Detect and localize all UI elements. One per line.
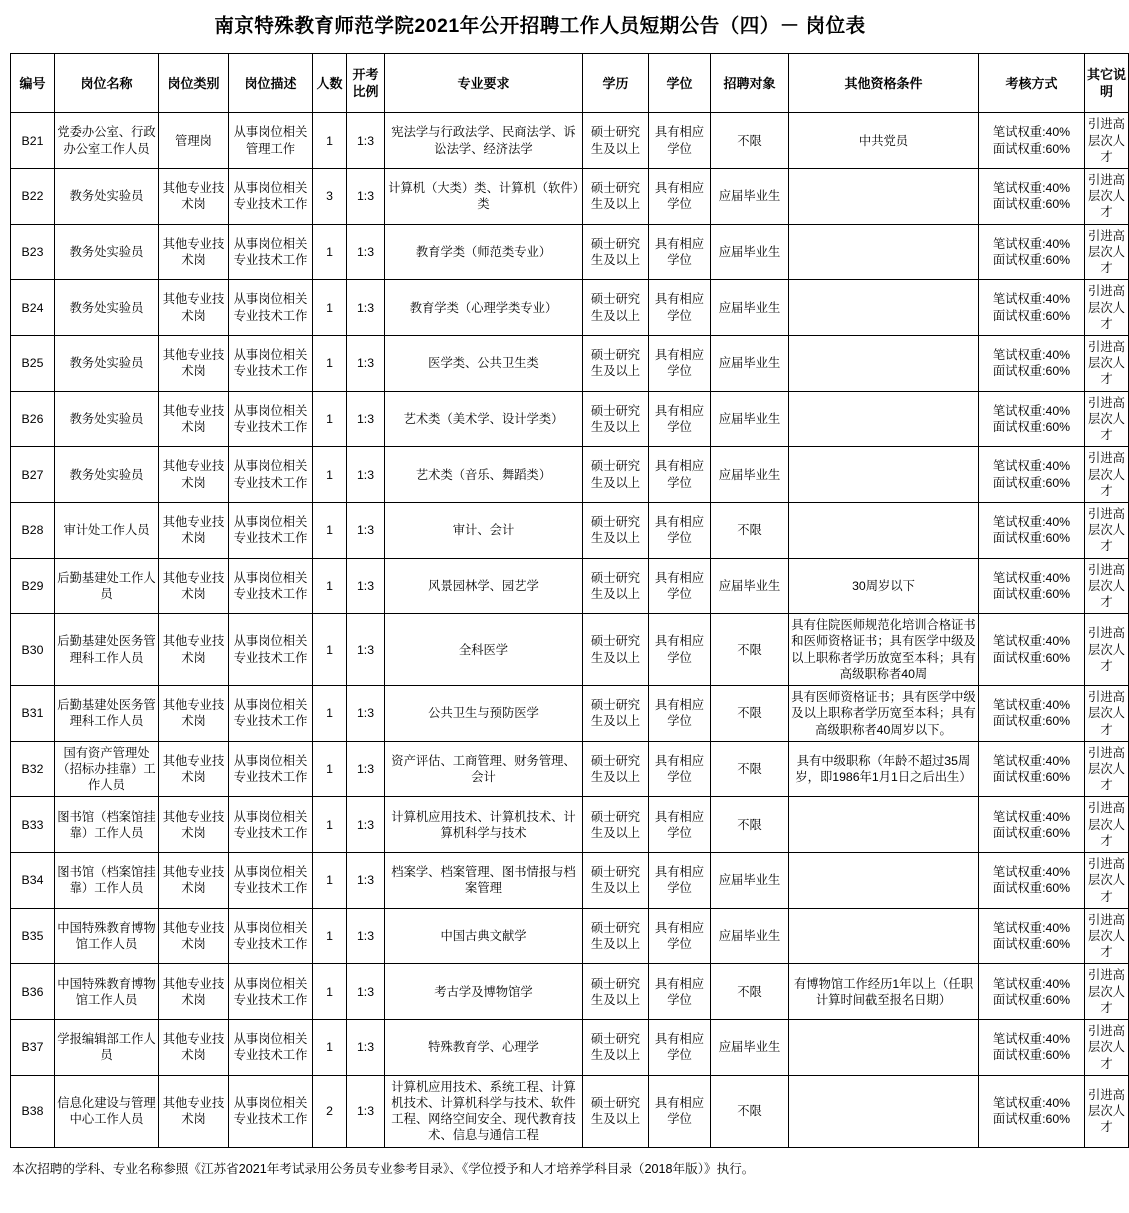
cell-id: B25	[11, 335, 55, 391]
cell-exam-method: 笔试权重:40% 面试权重:60%	[979, 686, 1085, 742]
cell-target: 应届毕业生	[711, 335, 789, 391]
column-header-education: 学历	[583, 54, 649, 113]
cell-other-conditions	[789, 280, 979, 336]
cell-degree: 具有相应学位	[649, 1075, 711, 1147]
cell-position-name: 后勤基建处医务管理科工作人员	[55, 686, 159, 742]
cell-other-conditions	[789, 853, 979, 909]
cell-degree: 具有相应学位	[649, 1020, 711, 1076]
cell-id: B32	[11, 741, 55, 797]
cell-education: 硕士研究生及以上	[583, 113, 649, 169]
cell-target: 应届毕业生	[711, 169, 789, 225]
cell-target: 应届毕业生	[711, 447, 789, 503]
cell-exam-method: 笔试权重:40% 面试权重:60%	[979, 853, 1085, 909]
cell-target: 应届毕业生	[711, 908, 789, 964]
cell-major: 艺术类（音乐、舞蹈类）	[385, 447, 583, 503]
cell-position-name: 教务处实验员	[55, 280, 159, 336]
cell-target: 不限	[711, 502, 789, 558]
cell-education: 硕士研究生及以上	[583, 741, 649, 797]
cell-major: 特殊教育学、心理学	[385, 1020, 583, 1076]
cell-education: 硕士研究生及以上	[583, 447, 649, 503]
cell-exam-method: 笔试权重:40% 面试权重:60%	[979, 741, 1085, 797]
cell-note: 引进高层次人才	[1085, 169, 1129, 225]
cell-degree: 具有相应学位	[649, 686, 711, 742]
cell-target: 不限	[711, 614, 789, 686]
cell-note: 引进高层次人才	[1085, 853, 1129, 909]
cell-major: 审计、会计	[385, 502, 583, 558]
cell-other-conditions: 有博物馆工作经历1年以上（任职计算时间截至报名日期）	[789, 964, 979, 1020]
cell-other-conditions: 具有住院医师规范化培训合格证书和医师资格证书；具有医学中级及以上职称者学历放宽至本科；具有高级职称者40周	[789, 614, 979, 686]
cell-category: 其他专业技术岗	[159, 614, 229, 686]
column-header-id: 编号	[11, 54, 55, 113]
cell-category: 其他专业技术岗	[159, 964, 229, 1020]
cell-other-conditions	[789, 224, 979, 280]
cell-ratio: 1:3	[347, 280, 385, 336]
cell-category: 其他专业技术岗	[159, 908, 229, 964]
cell-id: B29	[11, 558, 55, 614]
cell-target: 应届毕业生	[711, 558, 789, 614]
cell-other-conditions	[789, 391, 979, 447]
cell-other-conditions	[789, 797, 979, 853]
cell-note: 引进高层次人才	[1085, 391, 1129, 447]
cell-ratio: 1:3	[347, 113, 385, 169]
cell-ratio: 1:3	[347, 614, 385, 686]
cell-id: B24	[11, 280, 55, 336]
cell-ratio: 1:3	[347, 391, 385, 447]
table-row	[11, 686, 1129, 742]
cell-other-conditions	[789, 169, 979, 225]
cell-education: 硕士研究生及以上	[583, 502, 649, 558]
cell-position-name: 党委办公室、行政办公室工作人员	[55, 113, 159, 169]
cell-ratio: 1:3	[347, 558, 385, 614]
column-header-major: 专业要求	[385, 54, 583, 113]
cell-exam-method: 笔试权重:40% 面试权重:60%	[979, 113, 1085, 169]
cell-position-name: 审计处工作人员	[55, 502, 159, 558]
cell-number: 1	[313, 686, 347, 742]
cell-description: 从事岗位相关专业技术工作	[229, 686, 313, 742]
table-row	[11, 169, 1129, 225]
cell-category: 其他专业技术岗	[159, 447, 229, 503]
cell-description: 从事岗位相关专业技术工作	[229, 1075, 313, 1147]
cell-ratio: 1:3	[347, 447, 385, 503]
column-header-degree: 学位	[649, 54, 711, 113]
table-row	[11, 391, 1129, 447]
cell-education: 硕士研究生及以上	[583, 169, 649, 225]
cell-category: 其他专业技术岗	[159, 558, 229, 614]
cell-category: 其他专业技术岗	[159, 335, 229, 391]
cell-target: 应届毕业生	[711, 853, 789, 909]
cell-number: 1	[313, 741, 347, 797]
column-header-notes: 其它说明	[1085, 54, 1129, 113]
cell-description: 从事岗位相关专业技术工作	[229, 502, 313, 558]
cell-id: B22	[11, 169, 55, 225]
cell-number: 1	[313, 335, 347, 391]
cell-number: 1	[313, 447, 347, 503]
cell-exam-method: 笔试权重:40% 面试权重:60%	[979, 391, 1085, 447]
table-row	[11, 224, 1129, 280]
cell-position-name: 图书馆（档案馆挂靠）工作人员	[55, 797, 159, 853]
cell-ratio: 1:3	[347, 335, 385, 391]
cell-category: 其他专业技术岗	[159, 224, 229, 280]
cell-education: 硕士研究生及以上	[583, 280, 649, 336]
cell-major: 档案学、档案管理、图书情报与档案管理	[385, 853, 583, 909]
cell-id: B36	[11, 964, 55, 1020]
column-header-target: 招聘对象	[711, 54, 789, 113]
cell-education: 硕士研究生及以上	[583, 614, 649, 686]
cell-description: 从事岗位相关专业技术工作	[229, 1020, 313, 1076]
cell-note: 引进高层次人才	[1085, 280, 1129, 336]
cell-exam-method: 笔试权重:40% 面试权重:60%	[979, 558, 1085, 614]
column-header-name: 岗位名称	[55, 54, 159, 113]
cell-degree: 具有相应学位	[649, 113, 711, 169]
cell-ratio: 1:3	[347, 224, 385, 280]
cell-major: 中国古典文献学	[385, 908, 583, 964]
cell-education: 硕士研究生及以上	[583, 908, 649, 964]
table-row	[11, 614, 1129, 686]
column-header-category: 岗位类别	[159, 54, 229, 113]
cell-education: 硕士研究生及以上	[583, 686, 649, 742]
cell-degree: 具有相应学位	[649, 908, 711, 964]
table-row	[11, 964, 1129, 1020]
table-header-row	[11, 54, 1129, 113]
cell-category: 其他专业技术岗	[159, 686, 229, 742]
cell-number: 1	[313, 1020, 347, 1076]
table-row	[11, 447, 1129, 503]
cell-position-name: 信息化建设与管理中心工作人员	[55, 1075, 159, 1147]
cell-position-name: 图书馆（档案馆挂靠）工作人员	[55, 853, 159, 909]
cell-ratio: 1:3	[347, 797, 385, 853]
cell-other-conditions	[789, 335, 979, 391]
cell-degree: 具有相应学位	[649, 797, 711, 853]
cell-description: 从事岗位相关专业技术工作	[229, 224, 313, 280]
cell-degree: 具有相应学位	[649, 502, 711, 558]
cell-ratio: 1:3	[347, 741, 385, 797]
cell-position-name: 中国特殊教育博物馆工作人员	[55, 908, 159, 964]
cell-other-conditions	[789, 1020, 979, 1076]
table-row	[11, 1020, 1129, 1076]
cell-category: 管理岗	[159, 113, 229, 169]
cell-position-name: 教务处实验员	[55, 224, 159, 280]
column-header-other-conditions: 其他资格条件	[789, 54, 979, 113]
cell-position-name: 后勤基建处工作人员	[55, 558, 159, 614]
column-header-ratio: 开考比例	[347, 54, 385, 113]
cell-education: 硕士研究生及以上	[583, 853, 649, 909]
cell-number: 1	[313, 391, 347, 447]
cell-description: 从事岗位相关专业技术工作	[229, 280, 313, 336]
cell-note: 引进高层次人才	[1085, 741, 1129, 797]
cell-category: 其他专业技术岗	[159, 169, 229, 225]
table-row	[11, 335, 1129, 391]
table-row	[11, 797, 1129, 853]
cell-ratio: 1:3	[347, 964, 385, 1020]
table-row	[11, 908, 1129, 964]
cell-position-name: 中国特殊教育博物馆工作人员	[55, 964, 159, 1020]
cell-education: 硕士研究生及以上	[583, 964, 649, 1020]
cell-exam-method: 笔试权重:40% 面试权重:60%	[979, 280, 1085, 336]
cell-description: 从事岗位相关专业技术工作	[229, 447, 313, 503]
cell-education: 硕士研究生及以上	[583, 797, 649, 853]
cell-exam-method: 笔试权重:40% 面试权重:60%	[979, 797, 1085, 853]
cell-position-name: 教务处实验员	[55, 335, 159, 391]
cell-id: B27	[11, 447, 55, 503]
cell-target: 不限	[711, 964, 789, 1020]
cell-degree: 具有相应学位	[649, 853, 711, 909]
cell-id: B28	[11, 502, 55, 558]
cell-degree: 具有相应学位	[649, 335, 711, 391]
cell-ratio: 1:3	[347, 502, 385, 558]
cell-exam-method: 笔试权重:40% 面试权重:60%	[979, 1075, 1085, 1147]
cell-major: 教育学类（心理学类专业）	[385, 280, 583, 336]
cell-id: B35	[11, 908, 55, 964]
cell-degree: 具有相应学位	[649, 558, 711, 614]
cell-degree: 具有相应学位	[649, 169, 711, 225]
cell-number: 1	[313, 908, 347, 964]
cell-number: 1	[313, 797, 347, 853]
cell-major: 艺术类（美术学、设计学类）	[385, 391, 583, 447]
cell-other-conditions: 具有中级职称（年龄不超过35周岁，即1986年1月1日之后出生）	[789, 741, 979, 797]
table-row	[11, 280, 1129, 336]
table-row	[11, 853, 1129, 909]
cell-id: B30	[11, 614, 55, 686]
cell-number: 1	[313, 853, 347, 909]
cell-other-conditions: 具有医师资格证书；具有医学中级及以上职称者学历宽至本科；具有高级职称者40周岁以下。	[789, 686, 979, 742]
cell-degree: 具有相应学位	[649, 964, 711, 1020]
footnote: 本次招聘的学科、专业名称参照《江苏省2021年考试录用公务员专业参考目录》、《学位授予和人才培养学科目录（2018年版）》执行。	[12, 1161, 755, 1176]
cell-description: 从事岗位相关专业技术工作	[229, 558, 313, 614]
cell-exam-method: 笔试权重:40% 面试权重:60%	[979, 224, 1085, 280]
cell-education: 硕士研究生及以上	[583, 335, 649, 391]
cell-target: 应届毕业生	[711, 280, 789, 336]
cell-category: 其他专业技术岗	[159, 502, 229, 558]
cell-target: 应届毕业生	[711, 224, 789, 280]
cell-note: 引进高层次人才	[1085, 113, 1129, 169]
cell-ratio: 1:3	[347, 1075, 385, 1147]
cell-major: 资产评估、工商管理、财务管理、会计	[385, 741, 583, 797]
cell-category: 其他专业技术岗	[159, 1075, 229, 1147]
table-row	[11, 1075, 1129, 1147]
cell-position-name: 教务处实验员	[55, 447, 159, 503]
cell-exam-method: 笔试权重:40% 面试权重:60%	[979, 614, 1085, 686]
cell-other-conditions	[789, 447, 979, 503]
cell-id: B34	[11, 853, 55, 909]
cell-education: 硕士研究生及以上	[583, 558, 649, 614]
table-row	[11, 502, 1129, 558]
cell-note: 引进高层次人才	[1085, 1075, 1129, 1147]
cell-id: B33	[11, 797, 55, 853]
cell-target: 不限	[711, 797, 789, 853]
cell-other-conditions	[789, 1075, 979, 1147]
cell-education: 硕士研究生及以上	[583, 1075, 649, 1147]
job-positions-table	[10, 53, 1129, 1147]
cell-other-conditions	[789, 502, 979, 558]
cell-exam-method: 笔试权重:40% 面试权重:60%	[979, 335, 1085, 391]
cell-target: 应届毕业生	[711, 391, 789, 447]
cell-ratio: 1:3	[347, 908, 385, 964]
cell-note: 引进高层次人才	[1085, 797, 1129, 853]
cell-category: 其他专业技术岗	[159, 797, 229, 853]
cell-number: 1	[313, 502, 347, 558]
cell-description: 从事岗位相关专业技术工作	[229, 797, 313, 853]
cell-education: 硕士研究生及以上	[583, 1020, 649, 1076]
cell-ratio: 1:3	[347, 853, 385, 909]
table-row	[11, 741, 1129, 797]
table-body	[11, 113, 1129, 1147]
column-header-number: 人数	[313, 54, 347, 113]
cell-degree: 具有相应学位	[649, 614, 711, 686]
cell-exam-method: 笔试权重:40% 面试权重:60%	[979, 964, 1085, 1020]
cell-major: 计算机应用技术、计算机技术、计算机科学与技术	[385, 797, 583, 853]
column-header-description: 岗位描述	[229, 54, 313, 113]
cell-major: 公共卫生与预防医学	[385, 686, 583, 742]
table-row	[11, 558, 1129, 614]
cell-note: 引进高层次人才	[1085, 1020, 1129, 1076]
cell-description: 从事岗位相关专业技术工作	[229, 964, 313, 1020]
cell-number: 1	[313, 280, 347, 336]
cell-degree: 具有相应学位	[649, 280, 711, 336]
cell-position-name: 后勤基建处医务管理科工作人员	[55, 614, 159, 686]
cell-category: 其他专业技术岗	[159, 741, 229, 797]
cell-position-name: 学报编辑部工作人员	[55, 1020, 159, 1076]
cell-number: 3	[313, 169, 347, 225]
cell-description: 从事岗位相关专业技术工作	[229, 391, 313, 447]
cell-degree: 具有相应学位	[649, 224, 711, 280]
cell-position-name: 教务处实验员	[55, 169, 159, 225]
cell-education: 硕士研究生及以上	[583, 224, 649, 280]
cell-number: 2	[313, 1075, 347, 1147]
cell-target: 不限	[711, 113, 789, 169]
cell-category: 其他专业技术岗	[159, 391, 229, 447]
cell-major: 宪法学与行政法学、民商法学、诉讼法学、经济法学	[385, 113, 583, 169]
cell-ratio: 1:3	[347, 169, 385, 225]
cell-number: 1	[313, 224, 347, 280]
cell-number: 1	[313, 113, 347, 169]
cell-ratio: 1:3	[347, 686, 385, 742]
cell-note: 引进高层次人才	[1085, 964, 1129, 1020]
cell-target: 不限	[711, 1075, 789, 1147]
column-header-exam-method: 考核方式	[979, 54, 1085, 113]
cell-note: 引进高层次人才	[1085, 447, 1129, 503]
cell-degree: 具有相应学位	[649, 741, 711, 797]
cell-description: 从事岗位相关专业技术工作	[229, 335, 313, 391]
cell-category: 其他专业技术岗	[159, 280, 229, 336]
cell-id: B38	[11, 1075, 55, 1147]
cell-target: 不限	[711, 686, 789, 742]
cell-target: 应届毕业生	[711, 1020, 789, 1076]
cell-description: 从事岗位相关管理工作	[229, 113, 313, 169]
cell-major: 考古学及博物馆学	[385, 964, 583, 1020]
table-row	[11, 113, 1129, 169]
cell-major: 教育学类（师范类专业）	[385, 224, 583, 280]
cell-exam-method: 笔试权重:40% 面试权重:60%	[979, 447, 1085, 503]
cell-education: 硕士研究生及以上	[583, 391, 649, 447]
cell-degree: 具有相应学位	[649, 447, 711, 503]
cell-description: 从事岗位相关专业技术工作	[229, 614, 313, 686]
cell-category: 其他专业技术岗	[159, 853, 229, 909]
cell-note: 引进高层次人才	[1085, 335, 1129, 391]
cell-other-conditions: 30周岁以下	[789, 558, 979, 614]
cell-note: 引进高层次人才	[1085, 502, 1129, 558]
cell-number: 1	[313, 614, 347, 686]
cell-note: 引进高层次人才	[1085, 686, 1129, 742]
cell-exam-method: 笔试权重:40% 面试权重:60%	[979, 908, 1085, 964]
cell-exam-method: 笔试权重:40% 面试权重:60%	[979, 502, 1085, 558]
cell-major: 计算机（大类）类、计算机（软件）类	[385, 169, 583, 225]
cell-id: B37	[11, 1020, 55, 1076]
cell-id: B26	[11, 391, 55, 447]
cell-note: 引进高层次人才	[1085, 908, 1129, 964]
cell-note: 引进高层次人才	[1085, 558, 1129, 614]
cell-major: 风景园林学、园艺学	[385, 558, 583, 614]
cell-ratio: 1:3	[347, 1020, 385, 1076]
cell-note: 引进高层次人才	[1085, 224, 1129, 280]
cell-major: 全科医学	[385, 614, 583, 686]
cell-note: 引进高层次人才	[1085, 614, 1129, 686]
cell-target: 不限	[711, 741, 789, 797]
cell-number: 1	[313, 964, 347, 1020]
cell-degree: 具有相应学位	[649, 391, 711, 447]
cell-number: 1	[313, 558, 347, 614]
cell-major: 计算机应用技术、系统工程、计算机技术、计算机科学与技术、软件工程、网络空间安全、现代教育技术、信息与通信工程	[385, 1075, 583, 1147]
cell-description: 从事岗位相关专业技术工作	[229, 169, 313, 225]
cell-id: B23	[11, 224, 55, 280]
cell-description: 从事岗位相关专业技术工作	[229, 908, 313, 964]
cell-exam-method: 笔试权重:40% 面试权重:60%	[979, 1020, 1085, 1076]
cell-id: B31	[11, 686, 55, 742]
page-title: 南京特殊教育师范学院2021年公开招聘工作人员短期公告（四）－ 岗位表	[214, 15, 866, 37]
cell-category: 其他专业技术岗	[159, 1020, 229, 1076]
cell-major: 医学类、公共卫生类	[385, 335, 583, 391]
cell-description: 从事岗位相关专业技术工作	[229, 741, 313, 797]
cell-other-conditions: 中共党员	[789, 113, 979, 169]
cell-exam-method: 笔试权重:40% 面试权重:60%	[979, 169, 1085, 225]
cell-other-conditions	[789, 908, 979, 964]
cell-description: 从事岗位相关专业技术工作	[229, 853, 313, 909]
cell-id: B21	[11, 113, 55, 169]
cell-position-name: 国有资产管理处（招标办挂靠）工作人员	[55, 741, 159, 797]
cell-position-name: 教务处实验员	[55, 391, 159, 447]
